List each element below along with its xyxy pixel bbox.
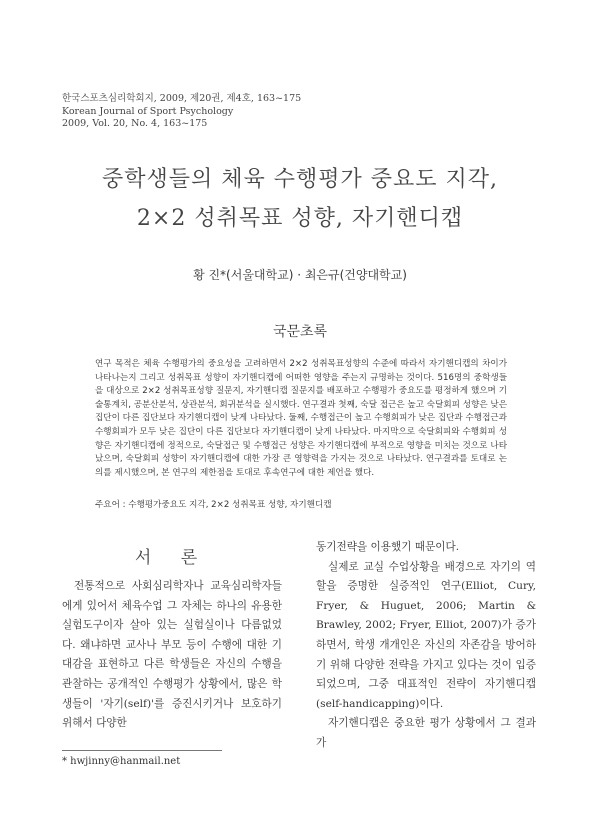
paper-title-line-1: 중학생들의 체육 수행평가 중요도 지각,	[102, 167, 498, 192]
keywords: 주요어 : 수행평가중요도 지각, 2×2 성취목표 성향, 자기핸디캡	[95, 500, 332, 510]
journal-info	[62, 93, 301, 131]
abstract-heading: 국문초록	[272, 324, 328, 340]
footnote-divider	[62, 750, 222, 751]
paper-title-line-2: 2×2 성취목표 성향, 자기핸디캡	[136, 206, 464, 231]
journal-line-korean: 한국스포츠심리학회지, 2009, 제20권, 제4호, 163~175	[62, 93, 302, 104]
journal-line-volume: 2009, Vol. 20, No. 4, 163~175	[62, 118, 208, 129]
left-column	[62, 577, 282, 734]
footnote-email: * hwjinny@hanmail.net	[62, 756, 181, 767]
authors: 황 진*(서울대학교) · 최은규(건양대학교)	[193, 268, 407, 282]
right-paragraph-1: 동기전략을 이용했기 때문이다.	[316, 541, 460, 553]
abstract-body: 연구 목적은 체육 수행평가의 중요성을 고려하면서 2×2 성취목표성향의 수준에 따라서 자기핸디캡의 차이가 나타나는지 그리고 성취목표 성향이 자기핸디캡에 어떠한 영향을 주는지 규명하는 것이다. 516명의 중학생들을 대상으로 2×2 성취목표성향 질문지, 자기핸디캡 질문지를 배포하고 수행평가 중요도를 평정하게 했으며 기술통계치, 공분산분석, 상관분석, 회귀분석을 실시했다. 연구결과 첫째, 숙달 접근은 높고 숙달회피 성향은 낮은 집단이 다른 집단보다 자기핸디캡이 낮게 나타났다. 둘째, 수행접근이 높고 수행회피가 낮은 집단과 수행접근과 수행회피가 모두 낮은 집단이 다른 집단보다 자기핸디캡이 낮게 나타났다. 마지막으로 숙달회피와 수행회피 성향은 자기핸디캡에 정적으로, 숙달접근 및 수행접근 성향은 자기핸디캡에 부적으로 영향을 미치는 것으로 나타났으며, 숙달회피 성향이 자기핸디캡에 대한 가장 큰 영향력을 가지는 것으로 나타났다. 연구결과를 토대로 논의를 제시했으며, 본 연구의 제한점을 토대로 후속연구에 대한 제언을 했다.	[95, 359, 507, 478]
right-paragraph-2: 실제로 교실 수업상황을 배경으로 자기의 역할을 증명한 실증적인 연구(Elliot, Cury, Fryer, & Huguet, 2006; Martin & Brawley, 2002; Fryer, Elliot, 2007)가 증가하면서, 학생 개개인은 자신의 자존감을 방어하기 위해 다양한 전략을 가지고 있다는 것이 입증되었으며, 그중 대표적인 전략이 자기핸디캡(self-handicapping)이다.	[316, 560, 536, 710]
right-paragraph-3: 자기핸디캡은 중요한 평가 상황에서 그 결과가	[316, 717, 536, 749]
section-title: 서 론	[134, 548, 210, 568]
left-paragraph-1: 전통적으로 사회심리학자나 교육심리학자들에게 있어서 체육수업 그 자체는 하나의 유용한 실험도구이자 살아 있는 실험실이나 다름없었다. 왜냐하면 교사나 부모 등이 수행에 대한 기대감을 표현하고 다른 학생들은 자신의 수행을 관찰하는 공개적인 수행평가 상황에서, 많은 학생들이 '자기(self)'를 증진시키거나 보호하기 위해서 다양한	[62, 580, 282, 730]
right-column	[316, 538, 536, 754]
journal-line-english: Korean Journal of Sport Psychology	[62, 105, 234, 117]
